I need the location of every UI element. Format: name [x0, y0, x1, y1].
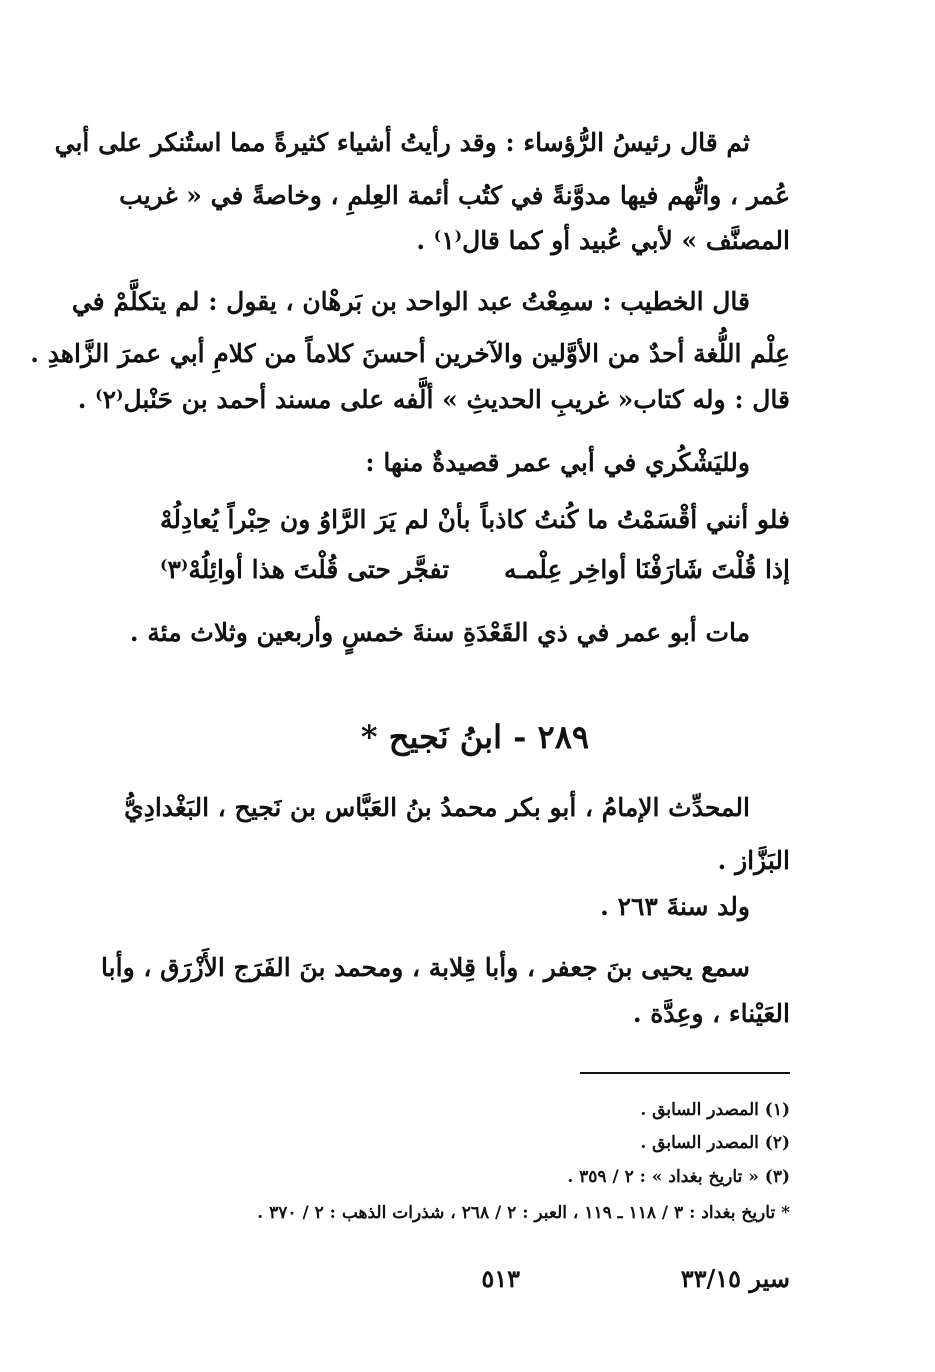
verse-line	[160, 505, 790, 535]
section-heading: ٢٨٩ - ابنُ نَجيح *	[360, 718, 590, 756]
signature-mark: سير ٣٣/١٥	[680, 1264, 790, 1293]
text-line: عُمر ، واتُّهم فيها مدوَّنةً في كتُب أئمة العِلمِ ، وخاصةً في « غريب	[119, 181, 790, 210]
footnote: (٢) المصدر السابق .	[640, 1133, 790, 1153]
text-line: المصنَّف » لأبي عُبيد أو كما قال⁽١⁾ .	[416, 226, 790, 255]
verse-hemistich: إذا قُلْتَ شَارَفْنَا أواخِر عِلْمـه	[504, 555, 790, 584]
text-line: ولد سنةَ ٢٦٣ .	[600, 892, 750, 921]
text-line: المحدِّث الإمامُ ، أبو بكر محمدُ بنُ العَبَّاس بن نَجيح ، البَغْدادِيُّ	[124, 793, 750, 822]
text-line: قال الخطيب : سمِعْتُ عبد الواحد بن بَرهْان ، يقول : لم يتكلَّمْ في	[71, 287, 750, 316]
footnote: * تاريخ بغداد : ٣ / ١١٨ ـ ١١٩ ، العبر : ٢ / ٢٦٨ ، شذرات الذهب : ٢ / ٣٧٠ .	[257, 1203, 790, 1223]
footnote-separator	[580, 1072, 790, 1074]
verse-hemistich: تفجَّر حتى قُلْتَ هذا أوائِلُهْ⁽٣⁾	[160, 555, 450, 584]
document-page	[30, 0, 790, 1372]
verse-line	[160, 555, 790, 585]
verse-hemistich: فلو أنني أقْسَمْتُ ما كُنتُ كاذباً	[480, 505, 790, 534]
text-line: سمع يحيى بنَ جعفر ، وأبا قِلابة ، ومحمد بنَ الفَرَج الأَزْرَق ، وأبا	[101, 953, 750, 982]
footnote: (٣) « تاريخ بغداد » : ٢ / ٣٥٩ .	[567, 1167, 790, 1187]
page-number: ٥١٣	[481, 1264, 520, 1293]
text-line: العَيْناء ، وعِدَّة .	[632, 999, 790, 1028]
text-line: مات أبو عمر في ذي القَعْدَةِ سنةَ خمسٍ وأربعين وثلاث مئة .	[129, 618, 750, 647]
verse-hemistich: بأنْ لم يَرَ الرَّاوُ ون حِبْراً يُعادِلُهْ	[160, 505, 471, 534]
text-line: عِلْم اللُّغة أحدٌ من الأوَّلين والآخرين أحسنَ كلاماً من كلامِ أبي عمرَ الزَّاهدِ .	[30, 339, 790, 368]
text-line: ثم قال رئيسُ الرُّؤساء : وقد رأيتُ أشياء كثيرةً مما استُنكر على أبي	[54, 128, 750, 157]
text-line: البَزَّاز .	[717, 846, 790, 875]
footnote: (١) المصدر السابق .	[640, 1100, 790, 1120]
text-line: ولليَشْكُري في أبي عمر قصيدةٌ منها :	[365, 448, 750, 477]
text-line: قال : وله كتاب« غريبِ الحديثِ » ألَّفه على مسند أحمد بن حَنْبل⁽٢⁾ .	[77, 385, 790, 414]
